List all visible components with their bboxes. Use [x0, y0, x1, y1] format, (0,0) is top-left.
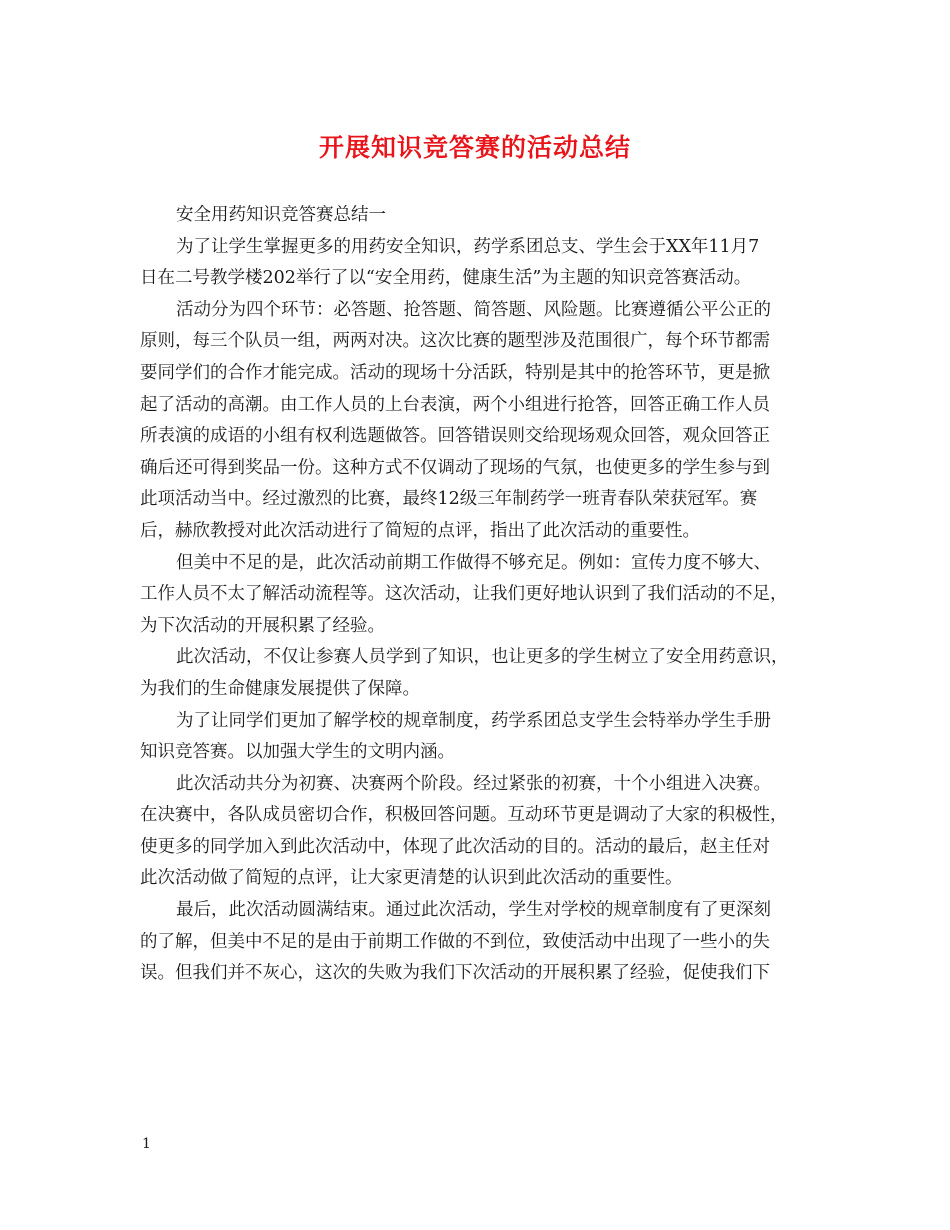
- text-line: 此次活动，不仅让参赛人员学到了知识，也让更多的学生树立了安全用药意识，: [176, 647, 789, 668]
- text-line: 此次活动做了简短的点评，让大家更清楚的认识到此次活动的重要性。: [140, 868, 683, 889]
- text-line: 在决赛中，各队成员密切合作，积极回答问题。互动环节更是调动了大家的积极性，: [140, 805, 788, 826]
- text-line: 所表演的成语的小组有权利选题做答。回答错误则交给现场观众回答，观众回答正: [140, 426, 770, 447]
- text-line: 工作人员不太了解活动流程等。这次活动，让我们更好地认识到了我们活动的不足，: [140, 584, 788, 605]
- text-line: 使更多的同学加入到此次活动中，体现了此次活动的目的。活动的最后，赵主任对: [140, 836, 770, 857]
- text-line: 此项活动当中。经过激烈的比赛，最终12级三年制药学一班青春队荣获冠军。赛: [140, 489, 758, 510]
- text-line: 原则，每三个队员一组，两两对决。这次比赛的题型涉及范围很广，每个环节都需: [140, 331, 770, 352]
- text-line: 但美中不足的是，此次活动前期工作做得不够充足。例如：宣传力度不够大、: [176, 552, 771, 573]
- text-line: 活动分为四个环节：必答题、抢答题、简答题、风险题。比赛遵循公平公正的: [176, 299, 771, 320]
- text-line: 的了解，但美中不足的是由于前期工作做的不到位，致使活动中出现了一些小的失: [140, 931, 770, 952]
- text-line: 安全用药知识竞答赛总结一: [176, 205, 386, 225]
- text-line: 为了让同学们更加了解学校的规章制度，药学系团总支学生会特举办学生手册: [176, 710, 771, 731]
- text-line: 日在二号教学楼202举行了以“安全用药，健康生活”为主题的知识竞答赛活动。: [140, 268, 752, 289]
- text-line: 要同学们的合作才能完成。活动的现场十分活跃，特别是其中的抢答环节，更是掀: [140, 362, 770, 383]
- text-line: 为下次活动的开展积累了经验。: [140, 615, 385, 636]
- text-line: 最后，此次活动圆满结束。通过此次活动，学生对学校的规章制度有了更深刻: [176, 900, 771, 921]
- page-number: 1: [142, 1136, 151, 1152]
- text-line: 后，赫欣教授对此次活动进行了简短的点评，指出了此次活动的重要性。: [140, 520, 700, 541]
- document-body: [140, 200, 820, 990]
- text-line: 误。但我们并不灰心，这次的失败为我们下次活动的开展积累了经验，促使我们下: [140, 963, 770, 984]
- text-line: 此次活动共分为初赛、决赛两个阶段。经过紧张的初赛，十个小组进入决赛。: [176, 773, 771, 794]
- text-line: 确后还可得到奖品一份。这种方式不仅调动了现场的气氛，也使更多的学生参与到: [140, 457, 770, 478]
- text-line: 为我们的生命健康发展提供了保障。: [140, 678, 420, 699]
- text-line: 为了让学生掌握更多的用药安全知识，药学系团总支、学生会于XX年11月7: [176, 236, 760, 257]
- document-title: 开展知识竞答赛的活动总结: [318, 133, 631, 162]
- text-line: 起了活动的高潮。由工作人员的上台表演，两个小组进行抢答，回答正确工作人员: [140, 394, 770, 415]
- text-line: 知识竞答赛。以加强大学生的文明内涵。: [140, 742, 455, 763]
